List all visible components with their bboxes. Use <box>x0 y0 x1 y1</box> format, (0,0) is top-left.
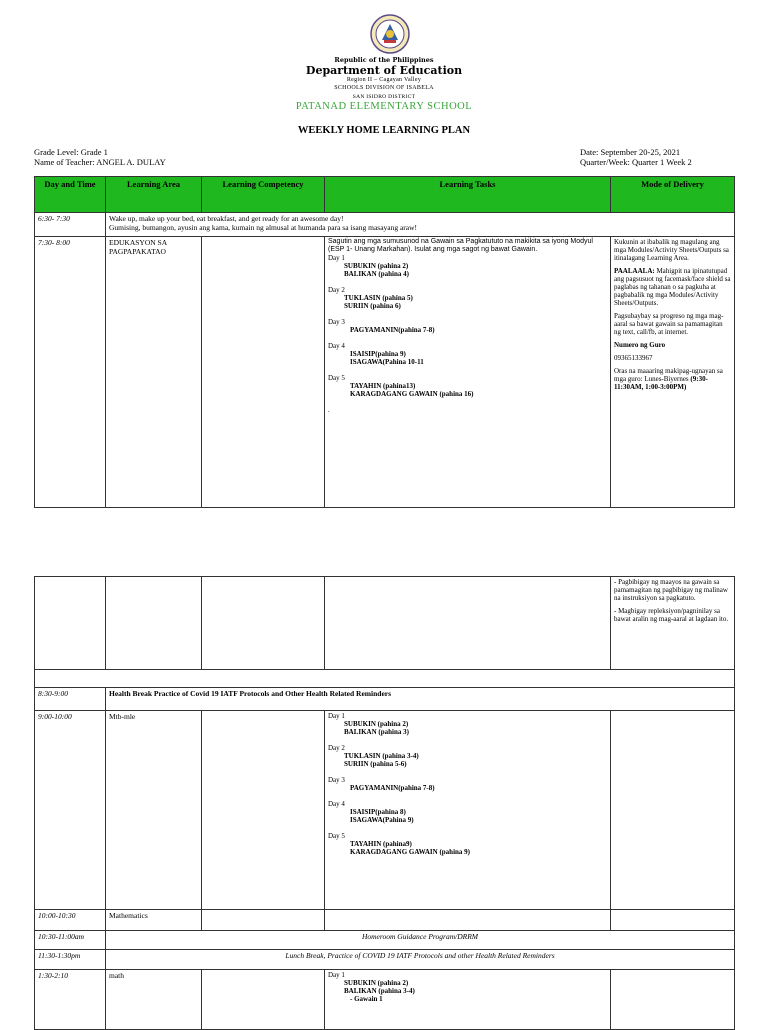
learning-area: Mathematics <box>106 910 202 931</box>
task-item: PAGYAMANIN(pahina 7-8) <box>350 784 435 792</box>
day-label: Day 5 <box>328 832 345 840</box>
mode-of-delivery <box>611 910 735 931</box>
hours-label: Oras na maaaring makipag-ugnayan sa mga guro: Lunes-Biyernes <box>614 367 723 383</box>
lunch-break: Lunch Break, Practice of COVID 19 IATF Protocols and other Health Related Reminders <box>106 950 735 970</box>
header-learning-tasks: Learning Tasks <box>325 177 611 213</box>
day-label: Day 1 <box>328 971 345 979</box>
learning-area: Mtb-mle <box>106 711 202 910</box>
task-item: ISAGAWA(Pahina 10-11 <box>350 358 424 366</box>
consultation-hours <box>614 367 731 391</box>
row-time: 8:30-9:00 <box>35 688 106 711</box>
task-item: TUKLASIN (pahina 3-4) <box>344 752 419 760</box>
district-line: SAN ISIDRO DISTRICT <box>352 94 416 100</box>
task-item: SURIIN (pahina 6) <box>344 302 401 310</box>
learning-tasks <box>325 711 611 910</box>
task-item: ISAGAWA(Pahina 9) <box>350 816 414 824</box>
reminder-text: Mahigpit na ipinatutupad ang pagsusuot ng facemask/face shield sa paglabas ng tahanan o sa pagkuha at pagbabalik ng mga Modules/Activity Sheets/Outputs. <box>614 267 731 307</box>
task-item: SURIIN (pahina 5-6) <box>344 760 407 768</box>
grade-level: Grade Level: Grade 1 <box>34 147 108 157</box>
task-item: KARAGDAGANG GAWAIN (pahina 16) <box>350 390 474 398</box>
republic-line: Republic of the Philippines <box>334 56 434 64</box>
header-learning-area: Learning Area <box>106 177 202 213</box>
day-label: Day 4 <box>328 800 345 808</box>
day-label: Day 3 <box>328 776 345 784</box>
header-day-time: Day and Time <box>35 177 106 213</box>
reminder-label: PAALAALA: <box>614 267 655 275</box>
trailing-dot: . <box>328 406 330 414</box>
task-item: ISAISIP(pahina 8) <box>350 808 406 816</box>
task-item: SUBUKIN (pahina 2) <box>344 720 409 728</box>
learning-competency <box>202 237 325 508</box>
school-name: PATANAD ELEMENTARY SCHOOL <box>295 101 473 112</box>
page-title: WEEKLY HOME LEARNING PLAN <box>297 125 471 136</box>
task-item: SUBUKIN (pahina 2) <box>344 262 409 270</box>
learning-competency <box>202 970 325 1030</box>
date: Date: September 20-25, 2021 <box>580 147 681 157</box>
region-line: Region II – Cagayan Valley <box>346 77 422 83</box>
day-label: Day 4 <box>328 342 345 350</box>
task-item: TUKLASIN (pahina 5) <box>344 294 413 302</box>
task-item: BALIKAN (pahina 3) <box>344 728 409 736</box>
day-label: Day 5 <box>328 374 345 382</box>
routine-english: Wake up, make up your bed, eat breakfast, and get ready for an awesome day! <box>109 214 344 223</box>
empty-cell <box>35 577 106 670</box>
teacher-number: 09365133967 <box>614 354 653 362</box>
hours-value: (9:30-11:30AM, 1:00-3:00PM) <box>614 375 708 391</box>
department-line: Department of Education <box>305 64 463 77</box>
day-label: Day 1 <box>328 712 345 720</box>
task-item: - Gawain 1 <box>350 995 383 1003</box>
row-time: 11:30-1:30pm <box>35 950 106 970</box>
row-time: 6:30- 7:30 <box>35 213 106 237</box>
learning-area: EDUKASYON SA PAGPAPAKATAO <box>106 237 202 508</box>
task-item: BALIKAN (pahina 4) <box>344 270 409 278</box>
teacher-number-label: Numero ng Guro <box>614 341 666 349</box>
row-time: 9:00-10:00 <box>35 711 106 910</box>
row-time: 10:30-11:00am <box>35 931 106 950</box>
homeroom-program: Homeroom Guidance Program/DRRM <box>106 931 735 950</box>
task-item: BALIKAN (pahina 3-4) <box>344 987 415 995</box>
task-item: KARAGDAGANG GAWAIN (pahina 9) <box>350 848 470 856</box>
learning-plan-table <box>34 176 735 508</box>
mode-of-delivery <box>611 237 735 508</box>
learning-tasks <box>325 970 611 1030</box>
task-item: PAGYAMANIN(pahina 7-8) <box>350 326 435 334</box>
task-item: SUBUKIN (pahina 2) <box>344 979 409 987</box>
empty-cell <box>202 577 325 670</box>
day-label: Day 2 <box>328 286 345 294</box>
deped-seal-logo <box>370 14 410 54</box>
teacher-name: Name of Teacher: ANGEL A. DULAY <box>34 157 166 167</box>
row-time: 7:30- 8:00 <box>35 237 106 508</box>
mode-of-delivery <box>611 970 735 1030</box>
learning-competency <box>202 711 325 910</box>
day-label: Day 3 <box>328 318 345 326</box>
row-time: 1:30-2:10 <box>35 970 106 1030</box>
task-item: TAYAHIN (pahina9) <box>350 840 412 848</box>
header-learning-competency: Learning Competency <box>202 177 325 213</box>
empty-cell <box>325 577 611 670</box>
learning-competency <box>202 910 325 931</box>
mode-text: - Magbigay repleksiyon/pagninilay sa bawat aralin ng mag-aaral at lagdaan ito. <box>614 607 729 623</box>
mode-text: - Pagbibigay ng maayos na gawain sa pamamagitan ng pagbibigay ng malinaw na instruksiyon sa pagkatuto. <box>614 578 728 602</box>
task-instructions: Sagutin ang mga sumusunod na Gawain sa Pagkatututo na makikita sa iyong Modyul (ESP 1- Unang Markahan). Isulat ang mga sagot ng bawat Gawain. <box>328 238 593 253</box>
mode-of-delivery <box>611 577 735 670</box>
day-label: Day 2 <box>328 744 345 752</box>
mode-text: Kukunin at ibabalik ng magulang ang mga Modules/Activity Sheets/Outputs sa itinalagang Learning Area. <box>614 238 729 262</box>
row-time: 10:00-10:30 <box>35 910 106 931</box>
task-item: ISAISIP(pahina 9) <box>350 350 406 358</box>
empty-cell <box>106 577 202 670</box>
learning-tasks <box>325 237 611 508</box>
quarter-week: Quarter/Week: Quarter 1 Week 2 <box>580 157 692 167</box>
routine-filipino: Gumising, bumangon, ayusin ang kama, kumain ng almusal at humanda para sa isang masayang araw! <box>109 223 418 232</box>
learning-plan-table-continued <box>34 576 735 1030</box>
mode-of-delivery <box>611 711 735 910</box>
health-break: Health Break Practice of Covid 19 IATF Protocols and Other Health Related Reminders <box>106 688 735 711</box>
task-item: TAYAHIN (pahina13) <box>350 382 416 390</box>
morning-routine <box>106 213 735 237</box>
mode-text: Pagsubaybay sa progreso ng mga mag-aaral sa bawat gawain sa pamamagitan ng text, call/fb, at internet. <box>614 312 724 336</box>
learning-area: math <box>106 970 202 1030</box>
mode-reminder <box>614 267 731 307</box>
learning-tasks <box>325 910 611 931</box>
header-mode-of-delivery: Mode of Delivery <box>611 177 735 213</box>
day-label: Day 1 <box>328 254 345 262</box>
empty-row <box>35 670 735 688</box>
division-line: SCHOOLS DIVISION OF ISABELA <box>334 85 434 91</box>
